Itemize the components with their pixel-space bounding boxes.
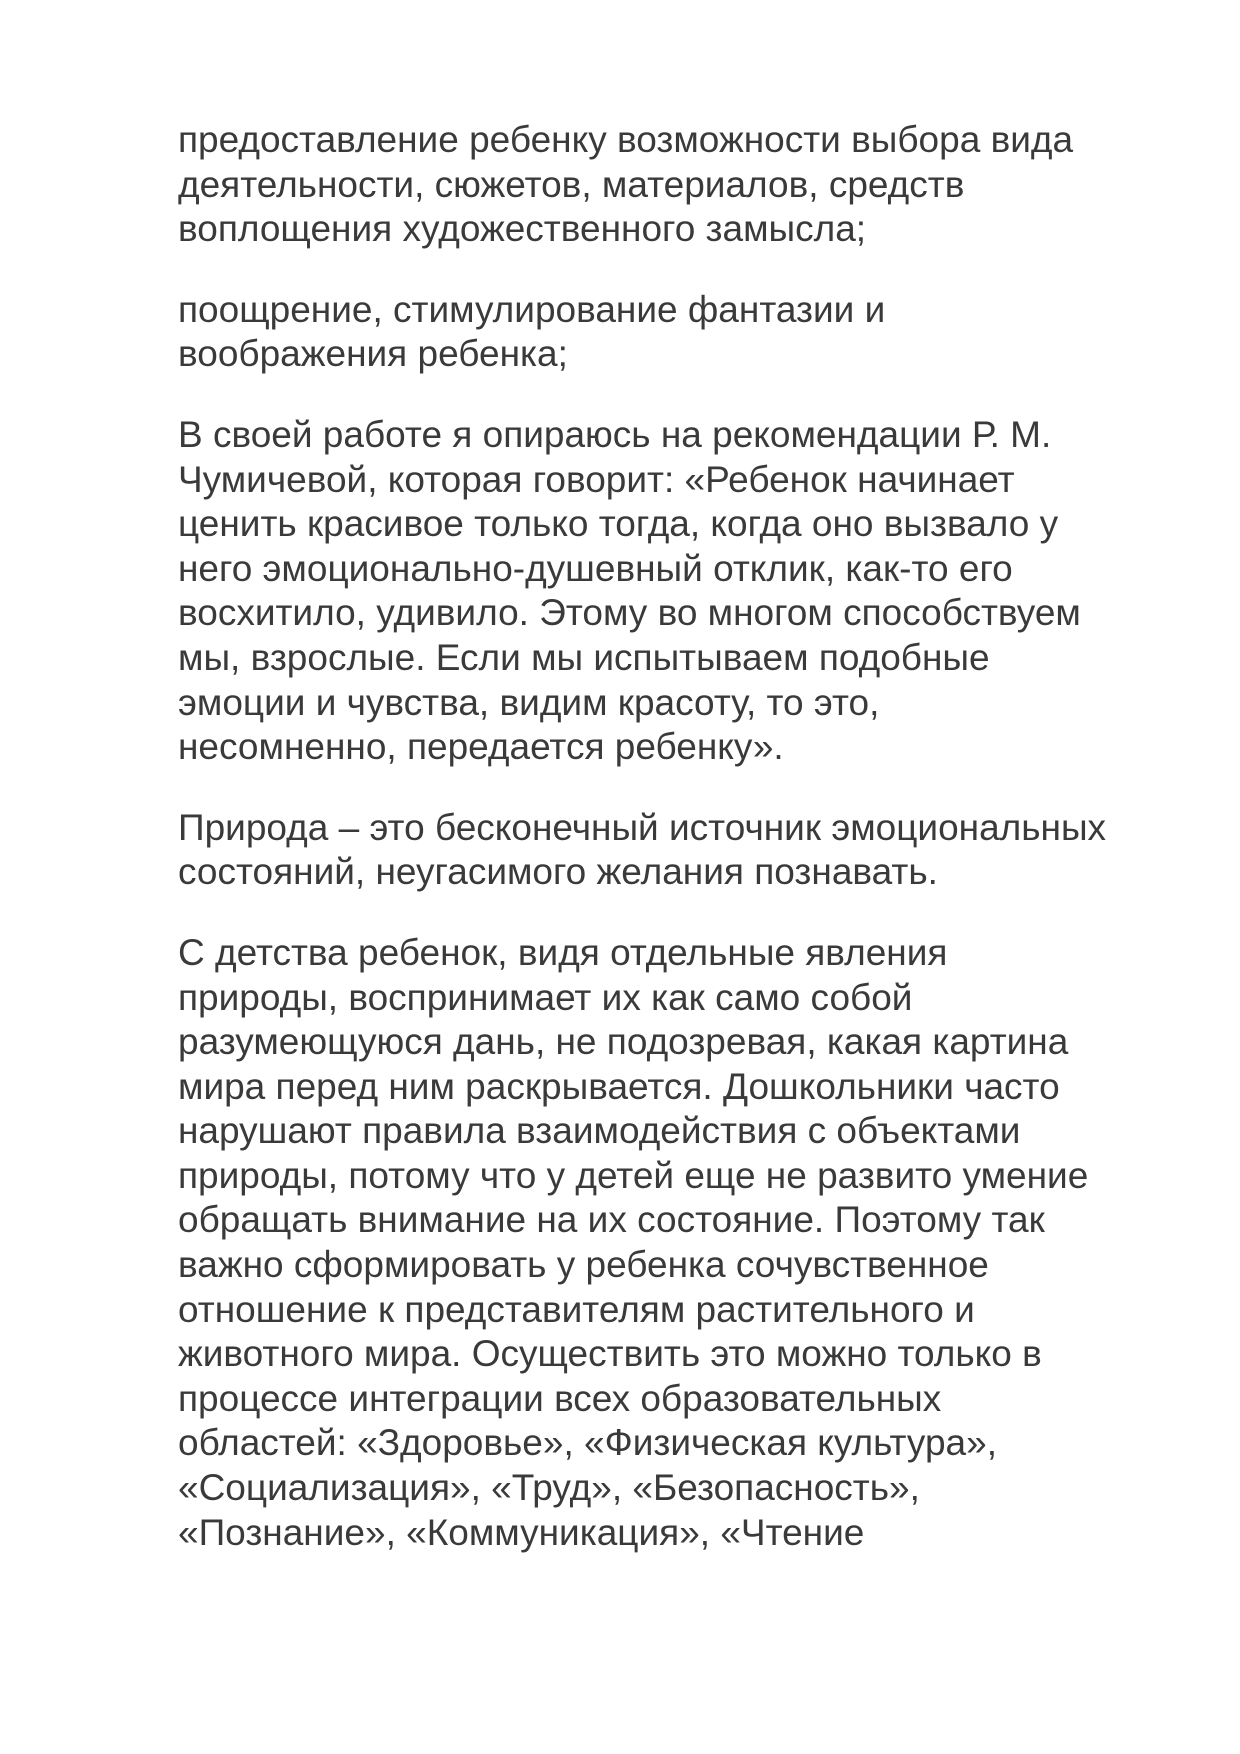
- text-line: важно сформировать у ребенка сочувственное: [178, 1244, 989, 1286]
- paragraph-encouragement: [178, 288, 1178, 377]
- text-line: разумеющуюся дань, не подозревая, какая картина: [178, 1021, 1069, 1063]
- text-line: «Социализация», «Труд», «Безопасность»,: [178, 1467, 920, 1509]
- text-line: состояний, неугасимого желания познавать.: [178, 851, 938, 893]
- text-line: предоставление ребенку возможности выбора вида: [178, 119, 1074, 160]
- text-line: В своей работе я опираюсь на рекомендации Р. М.: [178, 413, 1052, 455]
- text-line: «Познание», «Коммуникация», «Чтение: [178, 1511, 865, 1553]
- text-line: него эмоционально-душевный отклик, как-то его: [178, 547, 1013, 589]
- text-line: Чумичевой, которая говорит: «Ребенок начинает: [178, 458, 1015, 500]
- paragraph-chumicheva-quote: [178, 413, 1178, 770]
- text-line: природы, воспринимает их как само собой: [178, 976, 913, 1018]
- text-line: областей: «Здоровье», «Физическая культура»,: [178, 1422, 997, 1464]
- paragraph-childhood-nature: [178, 931, 1178, 1555]
- text-line: эмоции и чувства, видим красоту, то это,: [178, 681, 880, 723]
- paragraph-choice-of-activity: [178, 118, 1178, 252]
- text-line: мира перед ним раскрывается. Дошкольники часто: [178, 1065, 1060, 1107]
- text-line: восхитило, удивило. Этому во многом способствуем: [178, 592, 1081, 634]
- text-line: ценить красивое только тогда, когда оно вызвало у: [178, 503, 1059, 545]
- text-line: несомненно, передается ребенку».: [178, 726, 784, 768]
- text-line: природы, потому что у детей еще не развито умение: [178, 1154, 1089, 1196]
- text-line: деятельности, сюжетов, материалов, средств: [178, 163, 965, 205]
- document-body: [178, 118, 1178, 1591]
- text-line: Природа – это бесконечный источник эмоциональных: [178, 806, 1107, 848]
- text-line: обращать внимание на их состояние. Поэтому так: [178, 1199, 1045, 1241]
- text-line: отношение к представителям растительного и: [178, 1288, 975, 1330]
- text-line: мы, взрослые. Если мы испытываем подобные: [178, 636, 990, 678]
- text-line: животного мира. Осуществить это можно только в: [178, 1333, 1042, 1375]
- text-line: нарушают правила взаимодействия с объектами: [178, 1110, 1021, 1152]
- text-line: воображения ребенка;: [178, 333, 568, 375]
- text-line: поощрение, стимулирование фантазии и: [178, 288, 886, 330]
- paragraph-nature-source: [178, 806, 1178, 895]
- text-line: воплощения художественного замысла;: [178, 208, 867, 250]
- text-line: процессе интеграции всех образовательных: [178, 1377, 942, 1419]
- text-line: С детства ребенок, видя отдельные явления: [178, 931, 948, 973]
